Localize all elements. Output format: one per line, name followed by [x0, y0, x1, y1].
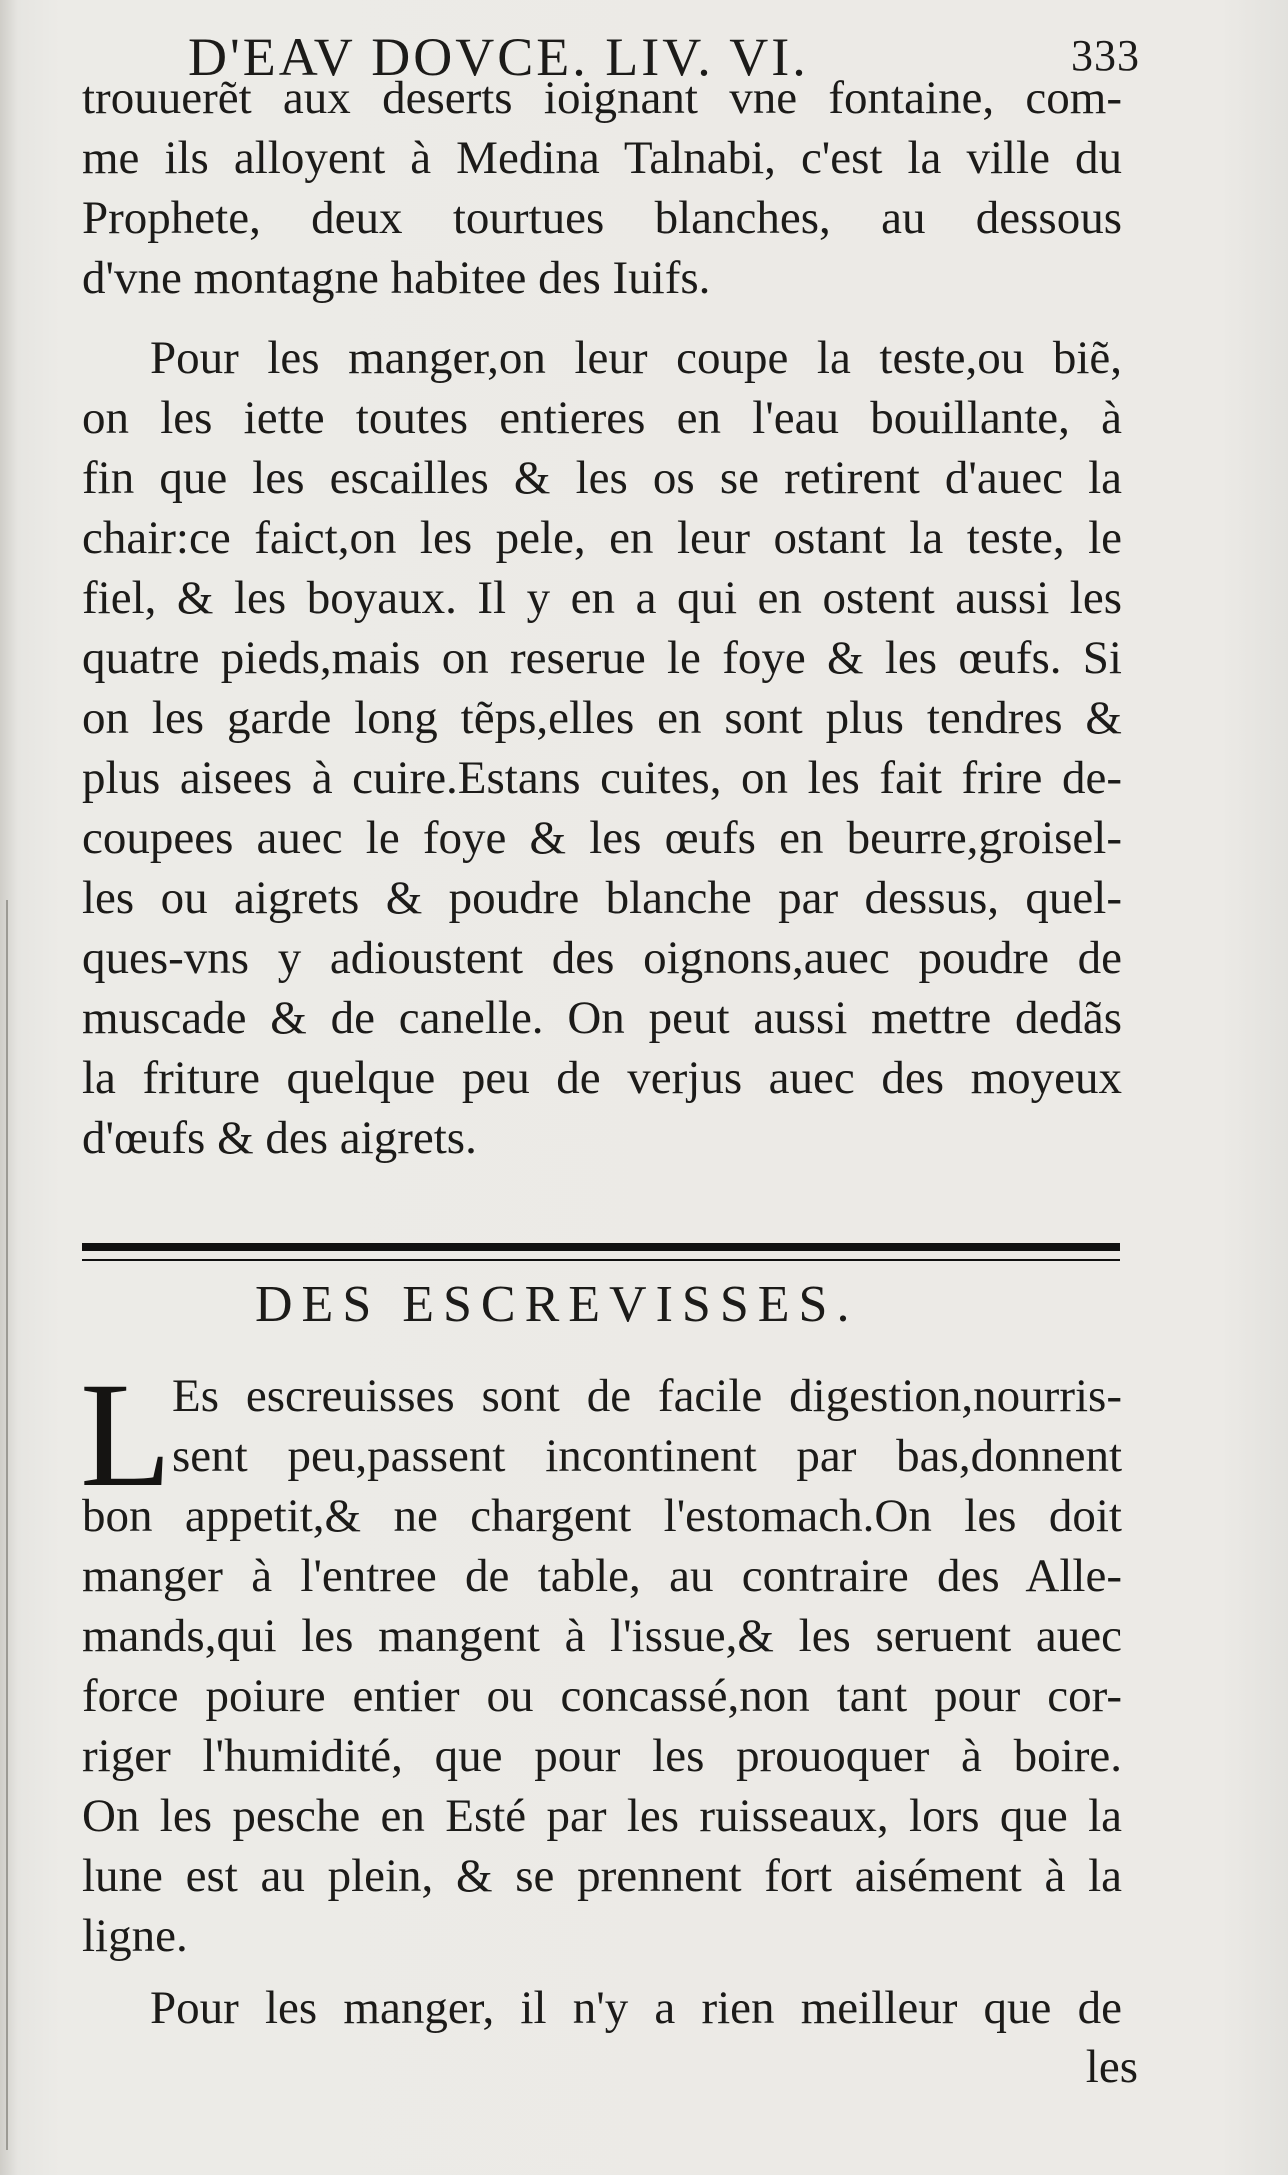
- text-line: trouuerẽt aux deserts ioignant vne fontaine, com-: [82, 72, 1122, 124]
- text-line: d'œufs & des aigrets.: [82, 1112, 477, 1164]
- text-line: quatre pieds,mais on reserue le foye & les œufs. Si: [82, 632, 1122, 684]
- text-line: riger l'humidité, que pour les prouoquer à boire.: [82, 1730, 1122, 1782]
- text-line: force poiure entier ou concassé,non tant pour cor-: [82, 1670, 1122, 1722]
- text-line: lune est au plein, & se prennent fort aisément à la: [82, 1850, 1122, 1902]
- text-line: les ou aigrets & poudre blanche par dessus, quel-: [82, 872, 1122, 924]
- text-line: manger à l'entree de table, au contraire des Alle-: [82, 1550, 1122, 1602]
- text-line: Prophete, deux tourtues blanches, au dessous: [82, 192, 1122, 244]
- text-line: mands,qui les mangent à l'issue,& les seruent auec: [82, 1610, 1122, 1662]
- page-gutter-edge: [6, 900, 8, 2150]
- text-line: la friture quelque peu de verjus auec des moyeux: [82, 1052, 1122, 1104]
- text-line: Pour les manger, il n'y a rien meilleur que de: [150, 1982, 1122, 2034]
- section-rule: [82, 1243, 1120, 1251]
- text-line: muscade & de canelle. On peut aussi mettre dedãs: [82, 992, 1122, 1044]
- text-line: on les garde long tẽps,elles en sont plus tendres &: [82, 692, 1122, 744]
- text-line: On les pesche en Esté par les ruisseaux, lors que la: [82, 1790, 1122, 1842]
- text-line: d'vne montagne habitee des Iuifs.: [82, 252, 711, 304]
- text-line: Es escreuisses sont de facile digestion,nourris-: [172, 1370, 1122, 1422]
- text-line: Pour les manger,on leur coupe la teste,ou biẽ,: [150, 332, 1122, 384]
- text-line: sent peu,passent incontinent par bas,donnent: [172, 1430, 1122, 1482]
- text-line: bon appetit,& ne chargent l'estomach.On les doit: [82, 1490, 1122, 1542]
- section-rule-thin: [82, 1259, 1120, 1261]
- text-line: on les iette toutes entieres en l'eau bouillante, à: [82, 392, 1122, 444]
- text-line: me ils alloyent à Medina Talnabi, c'est la ville du: [82, 132, 1122, 184]
- drop-cap: L: [80, 1352, 172, 1518]
- text-line: chair:ce faict,on les pele, en leur ostant la teste, le: [82, 512, 1122, 564]
- text-line: fin que les escailles & les os se retirent d'auec la: [82, 452, 1122, 504]
- page-number: 333: [1071, 31, 1140, 80]
- section-title: DES ESCREVISSES.: [255, 1276, 859, 1333]
- text-line: ques-vns y adioustent des oignons,auec poudre de: [82, 932, 1122, 984]
- running-title: D'EAV DOVCE. LIV. VI.: [188, 27, 809, 87]
- text-line: plus aisees à cuire.Estans cuites, on les fait frire de-: [82, 752, 1122, 804]
- text-line: coupees auec le foye & les œufs en beurre,groisel-: [82, 812, 1122, 864]
- catchword: les: [1085, 2041, 1138, 2093]
- text-line: fiel, & les boyaux. Il y en a qui en ostent aussi les: [82, 572, 1122, 624]
- text-line: ligne.: [82, 1910, 188, 1962]
